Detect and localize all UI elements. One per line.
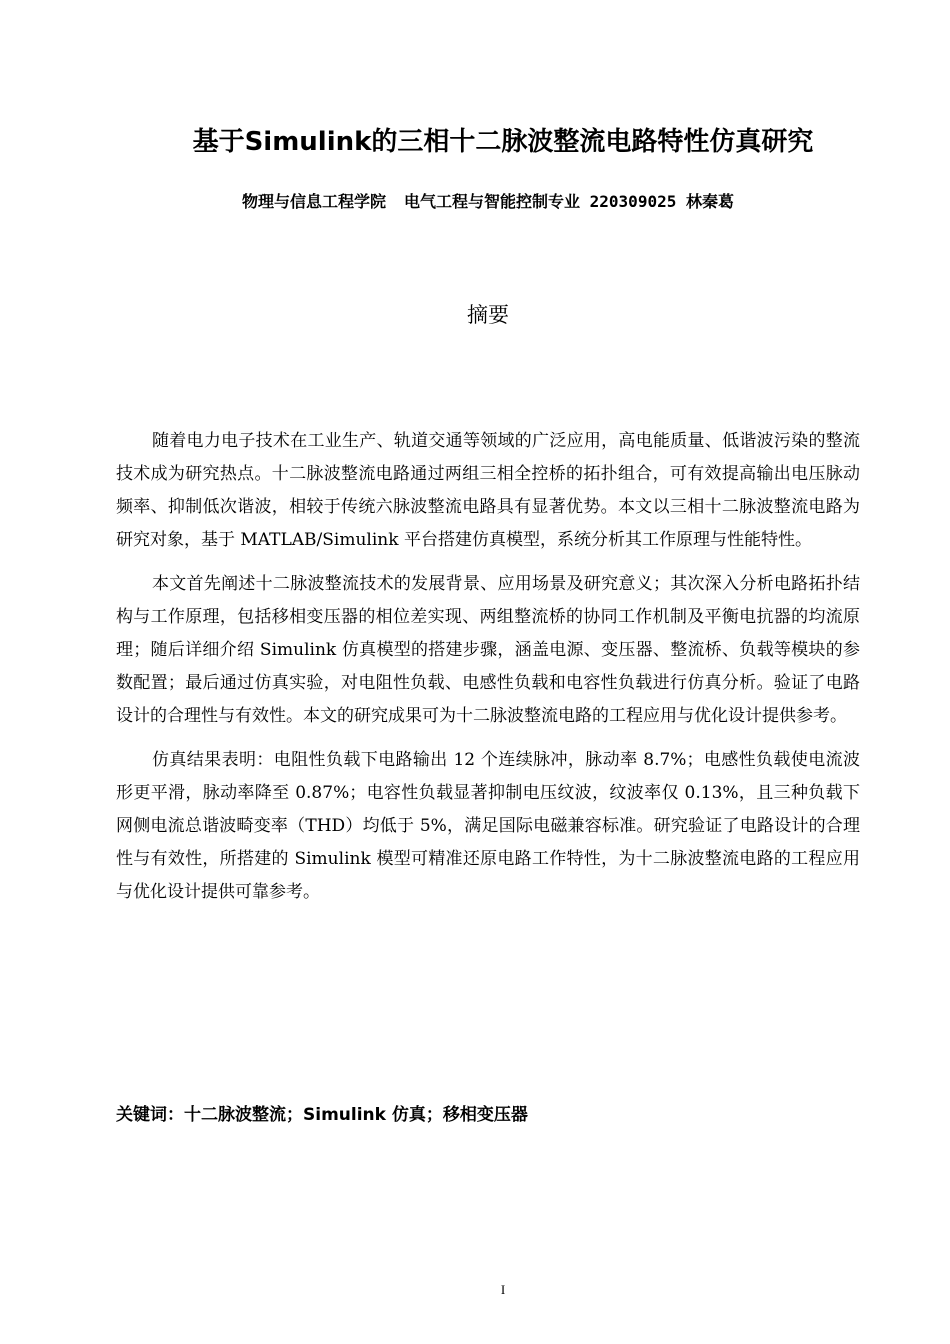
- page-number: I: [500, 1282, 506, 1297]
- author-major-id-name: 电气工程与智能控制专业 220309025 林秦葛: [404, 192, 734, 211]
- abstract-heading: 摘要: [467, 303, 509, 327]
- author-school: 物理与信息工程学院: [242, 192, 387, 211]
- abstract-paragraph-2: 本文首先阐述十二脉波整流技术的发展背景、应用场景及研究意义；其次深入分析电路拓扑结构与工作原理，包括移相变压器的相位差实现、两组整流桥的协同工作机制及平衡电抗器的均流原理；随后详细介绍 Simulink 仿真模型的搭建步骤，涵盖电源、变压器、整流桥、负载等模块的参数配置；最后通过仿真实验，对电阻性负载、电感性负载和电容性负载进行仿真分析。验证了电路设计的合理性与有效性。本文的研究成果可为十二脉波整流电路的工程应用与优化设计提供参考。: [116, 574, 860, 726]
- keywords-line: 关键词：十二脉波整流；Simulink 仿真；移相变压器: [116, 1105, 528, 1125]
- abstract-body: [116, 425, 860, 920]
- author-line: [0, 190, 950, 214]
- paper-title: 基于Simulink的三相十二脉波整流电路特性仿真研究: [192, 127, 814, 157]
- abstract-paragraph-1: 随着电力电子技术在工业生产、轨道交通等领域的广泛应用，高电能质量、低谐波污染的整流技术成为研究热点。十二脉波整流电路通过两组三相全控桥的拓扑组合，可有效提高输出电压脉动频率、抑制低次谐波，相较于传统六脉波整流电路具有显著优势。本文以三相十二脉波整流电路为研究对象，基于 MATLAB/Simulink 平台搭建仿真模型，系统分析其工作原理与性能特性。: [116, 431, 860, 550]
- abstract-paragraph-3: 仿真结果表明：电阻性负载下电路输出 12 个连续脉冲，脉动率 8.7%；电感性负载使电流波形更平滑，脉动率降至 0.87%；电容性负载显著抑制电压纹波，纹波率仅 0.13%，且三种负载下网侧电流总谐波畸变率（THD）均低于 5%，满足国际电磁兼容标准。研究验证了电路设计的合理性与有效性，所搭建的 Simulink 模型可精准还原电路工作特性，为十二脉波整流电路的工程应用与优化设计提供可靠参考。: [116, 750, 860, 902]
